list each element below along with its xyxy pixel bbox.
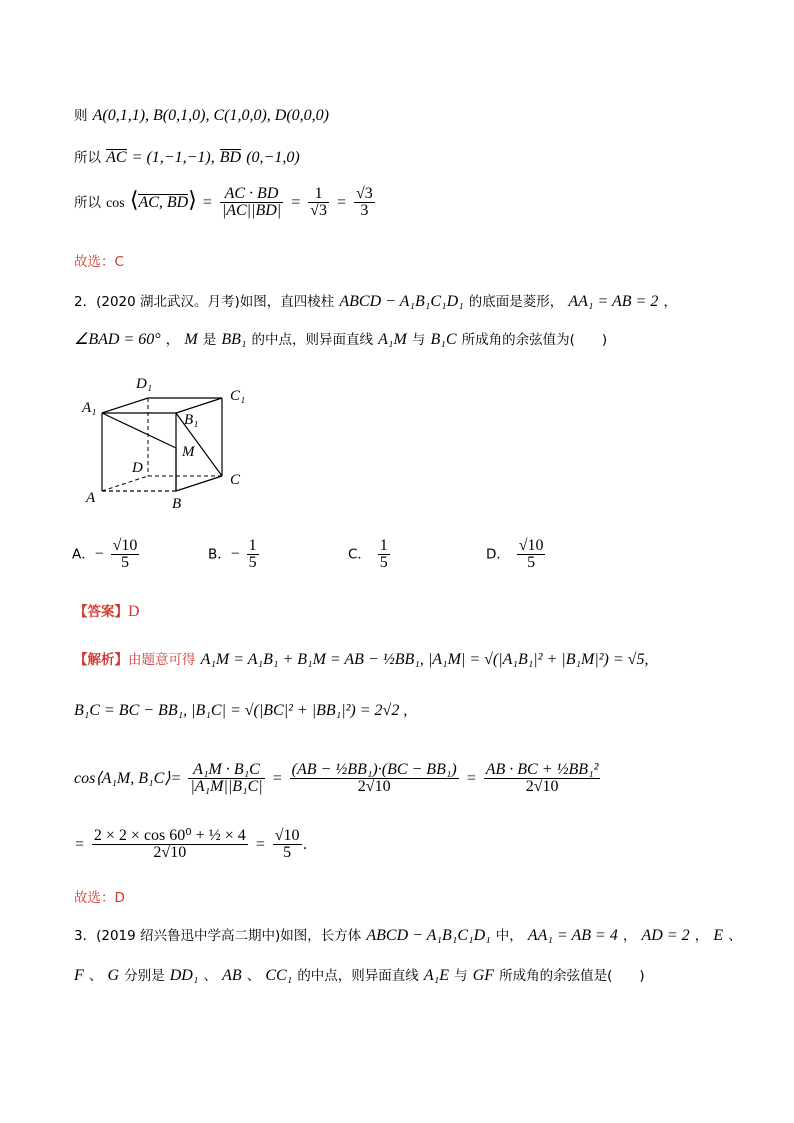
eq3-fraction-1: $\frac{\text{A₁M · B₁C}}{\text{|A₁M||B₁C|}}$	[190, 761, 263, 795]
text-suoyi-2: 所以	[74, 195, 101, 211]
text-ze: 则	[74, 108, 88, 124]
prism-figure	[70, 368, 270, 518]
cos-vectors: AC, BD	[138, 194, 189, 211]
label-c1: C₁	[230, 388, 246, 404]
solution-vectors-line	[74, 146, 300, 167]
option-c[interactable]: C． $\frac{1}{5}$	[348, 537, 388, 571]
analysis-line-3: cos⟨A₁M, B₁C⟩= $\frac{\text{A₁M · B₁C}}{\text{|A₁M||B₁C|}}$ = $\frac{\text{(AB − ½BB₁)·(BC − BB₁)}}{2√10}$ = $\frac{\text{AB · BC + ½BB₁²}}{2√10}$	[74, 761, 599, 795]
vector-bd-value: (0,−1,0)	[246, 149, 300, 166]
solution-cos-line: 所以 cos ⟨AC, BD⟩ = $\frac{AC \cdot BD}{|AC||BD|}$ = $\frac{1}{√3}$ = $\frac{√3}{3}$	[74, 185, 373, 219]
label-d1: D₁	[136, 376, 153, 392]
label-m: M	[182, 444, 195, 460]
q3-label: 3．(2019 绍兴鲁迅中学高二期中)如图，长方体	[74, 928, 362, 944]
eq4-result: $\frac{√10}{5}$	[274, 827, 300, 861]
option-b[interactable]: B．− $\frac{1}{5}$	[208, 537, 257, 571]
label-b: B	[172, 496, 182, 512]
solution-coords-line	[74, 104, 329, 125]
cos-label: cos	[106, 196, 125, 211]
question-3-line-2: F 、 G 分别是 DD₁ 、 AB 、 CC₁ 的中点，则异面直线 A₁E 与 GF 所成角的余弦值是( )	[74, 967, 645, 984]
q2-condition: AA₁ = AB = 2	[568, 293, 659, 310]
q3-solid: ABCD − A₁B₁C₁D₁	[366, 927, 491, 944]
eq3-fraction-3: $\frac{\text{AB · BC + ½BB₁²}}{2√10}$	[485, 761, 599, 795]
text-suoyi: 所以	[74, 150, 101, 166]
label-a: A	[86, 490, 96, 506]
vector-ac-value: = (1,−1,−1),	[131, 149, 215, 166]
q2-angle: ∠BAD = 60°	[74, 331, 161, 348]
analysis-line-1: 【解析】由题意可得 A₁M = A₁B₁ + B₁M = AB − ½BB₁, |A₁M| = √(|A₁B₁|² + |B₁M|²) = √5,	[74, 651, 649, 668]
label-c: C	[230, 472, 241, 488]
analysis-line-2	[74, 700, 407, 720]
coords-math: A(0,1,1), B(0,1,0), C(1,0,0), D(0,0,0)	[92, 107, 329, 124]
cos-fraction: $\frac{AC \cdot BD}{|AC||BD|}$	[221, 185, 282, 219]
equation-3-left: cos⟨A₁M, B₁C⟩=	[74, 770, 182, 787]
q2-solid: ABCD − A₁B₁C₁D₁	[339, 293, 464, 310]
question-3-line-1: 3．(2019 绍兴鲁迅中学高二期中)如图，长方体 ABCD − A₁B₁C₁D₁ 中， AA₁ = AB = 4 ， AD = 2 ， E 、	[74, 927, 742, 944]
equation-1: A₁M = A₁B₁ + B₁M = AB − ½BB₁, |A₁M| = √(|A₁B₁|² + |B₁M|²) = √5,	[200, 651, 649, 668]
answer-line	[74, 600, 140, 621]
answer-value: D	[128, 603, 140, 620]
answer-d: 故选：D	[74, 890, 125, 906]
eq3-fraction-2: $\frac{\text{(AB − ½BB₁)·(BC − BB₁)}}{2√10}$	[291, 761, 457, 795]
option-d[interactable]: D． $\frac{√10}{5}$	[486, 537, 544, 571]
answer-c: 故选：C	[74, 254, 124, 270]
label-a1: A₁	[82, 400, 97, 416]
equation-2: B₁C = BC − BB₁, |B₁C| = √(|BC|² + |BB₁|²) = 2√2 ,	[74, 702, 408, 719]
answer-tag: 【答案】	[74, 604, 128, 620]
analysis-line-4: = $\frac{\text{2 × 2 × cos 60⁰ + ½ × 4}}{2√10}$ = $\frac{√10}{5}$ .	[74, 827, 308, 861]
question-2-line-1: 2．(2020 湖北武汉。月考)如图，直四棱柱 ABCD − A₁B₁C₁D₁ 的底面是菱形， AA₁ = AB = 2 ，	[74, 293, 677, 310]
option-a[interactable]: A．− $\frac{√10}{5}$	[72, 537, 138, 571]
analysis-tag: 【解析】	[74, 652, 128, 668]
eq4-fraction: $\frac{\text{2 × 2 × cos 60⁰ + ½ × 4}}{2√10}$	[93, 827, 246, 861]
label-b1: B₁	[184, 412, 199, 428]
label-d: D	[132, 460, 143, 476]
vector-bd: BD	[219, 149, 242, 166]
fraction-root3-over-3: $\frac{√3}{3}$	[355, 185, 373, 219]
question-2-line-2: ∠BAD = 60° ， M 是 BB₁ 的中点，则异面直线 A₁M 与 B₁C 所成角的余弦值为( )	[74, 331, 608, 348]
fraction-one-over-root3: $\frac{1}{√3}$	[310, 185, 327, 219]
q2-label: 2．(2020 湖北武汉。月考)如图，直四棱柱	[74, 294, 335, 310]
vector-ac: AC	[106, 149, 127, 166]
